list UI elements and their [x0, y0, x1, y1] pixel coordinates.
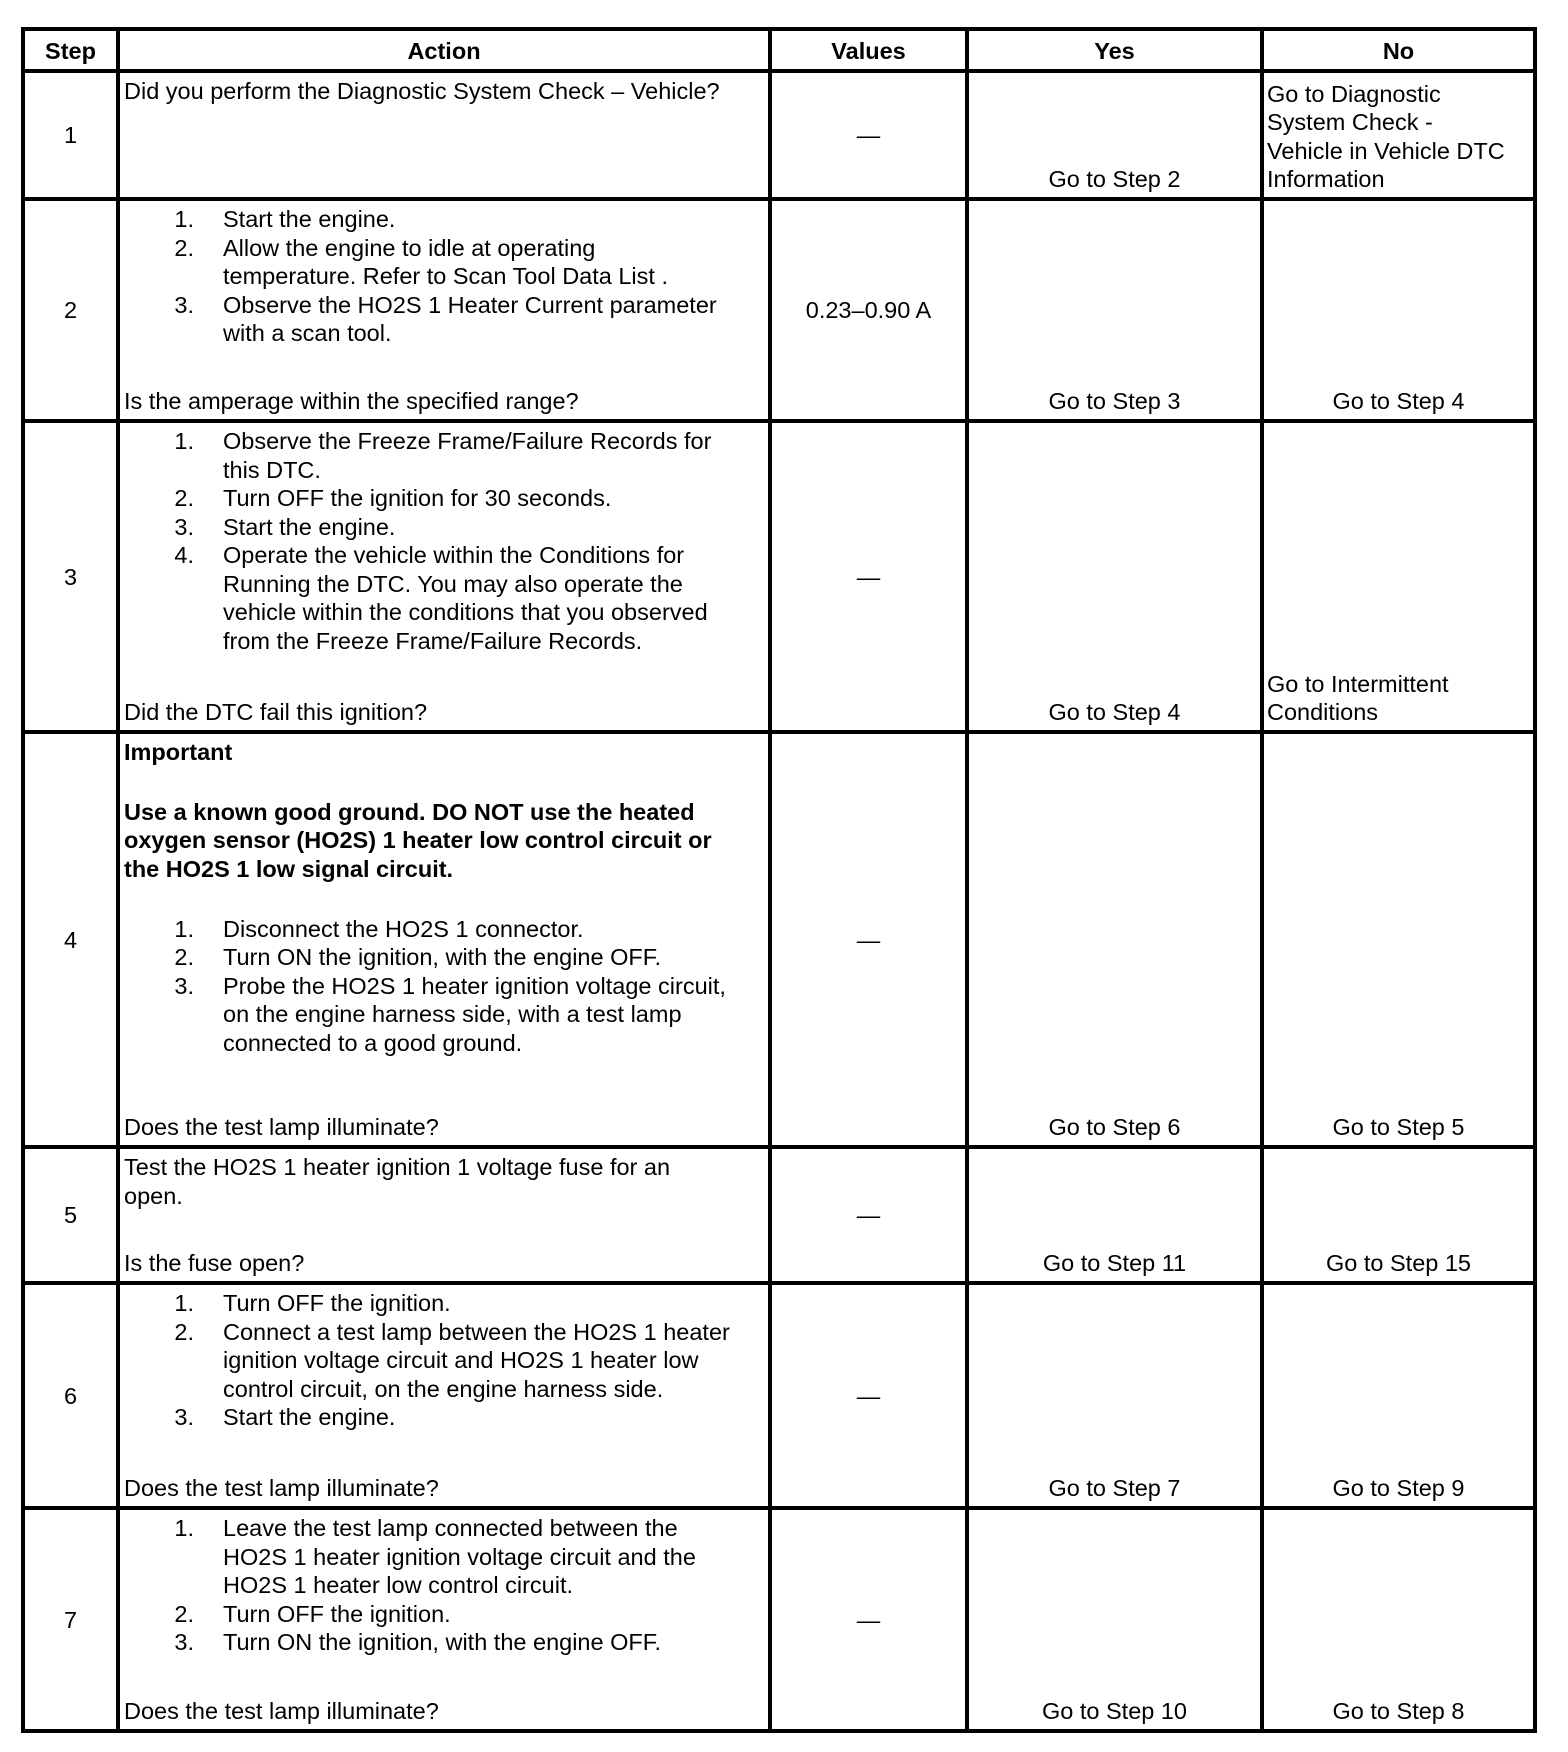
action-item-text: HO2S 1 heater ignition voltage circuit and the — [223, 1543, 696, 1570]
action-item-text: this DTC. — [223, 456, 321, 483]
action-question: Is the fuse open? — [124, 1250, 305, 1276]
action-item-text: temperature. Refer to Scan Tool Data List . — [223, 263, 668, 289]
action-item-text: Turn OFF the ignition. — [223, 1600, 451, 1627]
no-cell: Go to Step 15 — [1325, 1250, 1472, 1276]
no-cell: Go to Step 8 — [1332, 1698, 1465, 1724]
yes-cell: Go to Step 11 — [1042, 1250, 1187, 1276]
action-item-number: 1. — [174, 428, 194, 454]
action-item-number: 1. — [174, 915, 194, 942]
action-item-text: Observe the Freeze Frame/Failure Records for — [223, 428, 712, 454]
no-cell: Go to Step 9 — [1332, 1475, 1465, 1501]
no-cell-line: Vehicle in Vehicle DTC — [1267, 137, 1505, 164]
action-item-text: Running the DTC. You may also operate the — [223, 570, 683, 597]
table-border — [21, 1506, 1537, 1510]
header-values: Values — [831, 38, 906, 64]
action-item-number: 3. — [174, 513, 194, 540]
important-title: Important — [124, 739, 233, 765]
step-number: 4 — [63, 926, 78, 953]
action-item-number: 1. — [174, 206, 194, 232]
yes-cell: Go to Step 6 — [1048, 1114, 1181, 1140]
value-cell: — — [856, 1382, 881, 1409]
no-cell-line: Conditions — [1267, 699, 1379, 725]
action-item-text: control circuit, on the engine harness side. — [223, 1375, 664, 1402]
action-question: Did you perform the Diagnostic System Check – Vehicle? — [124, 78, 720, 104]
step-number: 3 — [63, 563, 78, 590]
action-item-number: 3. — [174, 1404, 194, 1430]
important-text: Use a known good ground. DO NOT use the heated — [124, 798, 695, 825]
table-border — [21, 419, 1537, 423]
yes-cell: Go to Step 4 — [1048, 699, 1181, 725]
action-item-number: 2. — [174, 944, 194, 971]
important-text: the HO2S 1 low signal circuit. — [124, 855, 454, 882]
step-number: 6 — [63, 1382, 78, 1409]
action-item-text: connected to a good ground. — [223, 1029, 523, 1056]
action-item-number: 2. — [174, 234, 194, 261]
action-item-number: 1. — [174, 1515, 194, 1541]
yes-cell: Go to Step 7 — [1048, 1475, 1181, 1501]
action-item-text: Allow the engine to idle at operating — [223, 234, 596, 261]
step-number: 7 — [63, 1606, 78, 1633]
action-item-text: Start the engine. — [223, 206, 396, 232]
table-border — [21, 730, 1537, 734]
action-item-number: 1. — [174, 1290, 194, 1316]
header-yes: Yes — [1094, 38, 1135, 64]
action-item-text: vehicle within the conditions that you observed — [223, 599, 708, 625]
action-item-number: 2. — [174, 1600, 194, 1627]
no-cell-line: System Check - — [1267, 109, 1433, 135]
step-number: 2 — [63, 297, 78, 323]
header-no: No — [1382, 38, 1415, 64]
action-item-text: Turn OFF the ignition. — [223, 1290, 451, 1316]
table-border — [21, 27, 25, 1733]
no-cell: Go to Step 5 — [1332, 1114, 1465, 1140]
table-border — [116, 27, 120, 1733]
action-item-text: Operate the vehicle within the Conditions for — [223, 542, 685, 568]
action-text: Test the HO2S 1 heater ignition 1 voltage fuse for an — [124, 1154, 671, 1180]
action-question: Does the test lamp illuminate? — [124, 1475, 439, 1501]
table-border — [21, 1281, 1537, 1285]
action-item-text: Start the engine. — [223, 1404, 396, 1430]
action-item-number: 3. — [174, 291, 194, 318]
value-cell: — — [856, 563, 881, 590]
action-item-text: Observe the HO2S 1 Heater Current parameter — [223, 291, 717, 318]
action-item-text: with a scan tool. — [223, 320, 392, 346]
table-border — [768, 27, 772, 1733]
yes-cell: Go to Step 2 — [1048, 166, 1181, 192]
action-item-number: 4. — [174, 542, 194, 568]
important-text: oxygen sensor (HO2S) 1 heater low control circuit or — [124, 827, 712, 854]
action-item-text: Turn ON the ignition, with the engine OFF. — [223, 944, 662, 971]
action-item-text: Start the engine. — [223, 513, 396, 540]
step-number: 1 — [63, 122, 78, 148]
action-item-text: Connect a test lamp between the HO2S 1 heater — [223, 1318, 730, 1345]
action-item-number: 3. — [174, 1629, 194, 1655]
action-item-text: from the Freeze Frame/Failure Records. — [223, 627, 643, 654]
table-border — [21, 1729, 1537, 1733]
action-text: open. — [124, 1182, 183, 1209]
action-item-text: Disconnect the HO2S 1 connector. — [223, 915, 584, 942]
no-cell-line: Information — [1267, 166, 1385, 192]
step-number: 5 — [63, 1202, 78, 1228]
action-question: Did the DTC fail this ignition? — [124, 699, 428, 725]
action-item-text: ignition voltage circuit and HO2S 1 heater low — [223, 1347, 699, 1373]
value-cell: 0.23–0.90 A — [805, 297, 932, 323]
table-border — [21, 27, 1537, 31]
action-item-number: 2. — [174, 1318, 194, 1345]
action-question: Does the test lamp illuminate? — [124, 1114, 439, 1140]
action-item-text: Turn OFF the ignition for 30 seconds. — [223, 485, 612, 511]
action-question: Does the test lamp illuminate? — [124, 1698, 439, 1724]
table-border — [21, 69, 1537, 73]
yes-cell: Go to Step 3 — [1048, 388, 1181, 414]
action-item-text: Probe the HO2S 1 heater ignition voltage circuit, — [223, 972, 726, 999]
action-item-text: Leave the test lamp connected between the — [223, 1515, 678, 1541]
action-item-text: on the engine harness side, with a test lamp — [223, 1001, 682, 1028]
no-cell: Go to Step 4 — [1332, 388, 1465, 414]
action-item-text: Turn ON the ignition, with the engine OFF. — [223, 1629, 662, 1655]
table-border — [21, 1145, 1537, 1149]
no-cell-line: Go to Diagnostic — [1267, 80, 1441, 107]
action-item-number: 3. — [174, 972, 194, 999]
header-step: Step — [45, 38, 96, 64]
header-action: Action — [407, 38, 481, 64]
value-cell: — — [856, 1606, 881, 1633]
table-border — [21, 197, 1537, 201]
no-cell-line: Go to Intermittent — [1267, 670, 1449, 697]
action-item-text: HO2S 1 heater low control circuit. — [223, 1572, 574, 1598]
value-cell: — — [856, 122, 881, 148]
action-question: Is the amperage within the specified range? — [124, 388, 579, 414]
action-item-number: 2. — [174, 485, 194, 511]
value-cell: — — [856, 926, 881, 953]
yes-cell: Go to Step 10 — [1041, 1698, 1188, 1724]
value-cell: — — [856, 1202, 881, 1228]
